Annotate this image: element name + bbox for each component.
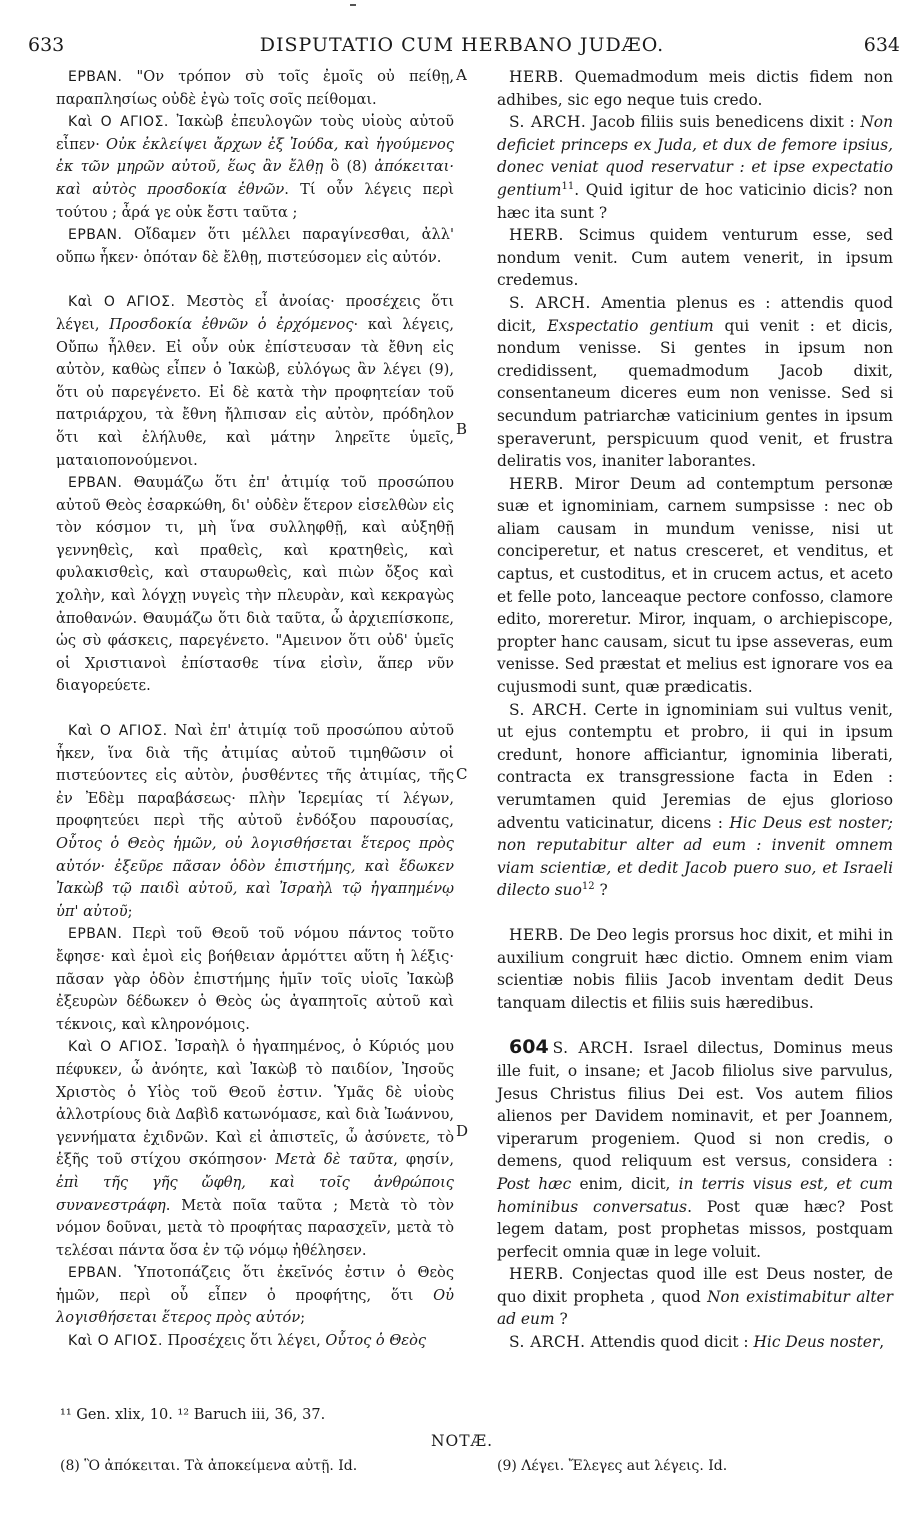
greek-paragraph [56,224,454,269]
latin-text: . Post quæ hæc? Post legem datam, post prophetas missos, postquam perfecit omnia quæ in lege voluit. [497,1197,893,1261]
latin-text: Amentia plenus es : attendis quod dicit, [497,293,893,335]
latin-column [497,66,893,1354]
latin-paragraph [497,1036,893,1263]
greek-paragraph [56,923,454,1036]
greek-text: · καὶ λέγεις, Οὔπω ἦλθεν. Εἰ οὖν οὐκ ἐπίστευσαν τὰ ἔθνη εἰς αὐτὸν, καθὼς εἶπεν ὁ Ἰακὼβ, εὐλόγως ἂν λέγει (9), ὅτι οὐ παρεγένετο. Εἰ δὲ κατὰ τὴν προφητείαν τοῦ πατριάρχου, τὰ ἔθνη ἤλπισαν εἰς αὐτὸν, πρόδηλον ὅτι καὶ ἐλήλυθε, καὶ μάτην ληρεῖτε ὑμεῖς, ματαιοπονούμενοι. [56,315,454,469]
margin-marker-d: D [456,1122,469,1140]
note-9: (9) Λέγει. Ἔλεγες aut λέγεις. Id. [497,1458,728,1474]
latin-text: Scimus quidem venturum esse, sed nondum venit. Cum autem venerit, in ipsum credemus. [497,226,893,290]
spacer [56,698,454,720]
scripture-quote: Hic Deus est noster; non reputabitur alter ad eum : invenit omnem viam scientiæ, et dedit Jacob puero suo, et Israeli dilecto suo [497,813,893,900]
speaker: Καὶ Ο ΑΓΙΟΣ. [68,1333,163,1350]
speaker: Καὶ Ο ΑΓΙΟΣ. [68,1039,168,1056]
page-number-right: 634 [863,34,900,56]
latin-paragraph [497,224,893,292]
footnote-ref: 12 [581,881,595,893]
greek-paragraph [56,720,454,923]
spacer [497,1014,893,1036]
scripture-quote: Οὐκ ἐκλείψει ἄρχων ἐξ Ἰούδα, καὶ ἡγούμενος ἐκ τῶν μηρῶν αὐτοῦ, ἕως ἂν ἔλθῃ [56,135,454,176]
scripture-footnotes: ¹¹ Gen. xlix, 10. ¹² Baruch iii, 36, 37. [60,1407,326,1423]
latin-paragraph [497,1263,893,1331]
margin-marker-a: A [456,66,467,84]
speaker: HERB. [509,1265,564,1284]
latin-paragraph [497,66,893,111]
greek-paragraph [56,1262,454,1330]
speaker: HERB. [509,68,564,86]
latin-paragraph [497,292,893,473]
scripture-quote: Οὐ λογισθήσεται ἕτερος πρὸς αὐτόν [56,1286,454,1327]
speaker: ΕΡΒΑΝ. [68,227,123,244]
latin-text: Attendis quod dicit : [585,1333,754,1352]
greek-text: Μεστὸς εἶ ἀνοίας· προσέχεις ὅτι λέγει, [56,293,454,333]
latin-text: . Quid igitur de hoc vaticinio dicis? non hæc ita sunt ? [497,180,893,222]
greek-text: Ὑποτοπάζεις ὅτι ἐκεῖνός ἐστιν ὁ Θεὸς ἡμῶν, περὶ οὗ εἶπεν ὁ προφήτης, ὅτι [56,1264,454,1304]
greek-text: Οἴδαμεν ὅτι μέλλει παραγίνεσθαι, ἀλλ' οὔπω ἧκεν· ὁπόταν δὲ ἔλθῃ, πιστεύσομεν εἰς αὐτόν. [56,226,454,266]
greek-text: Προσέχεις ὅτι λέγει, [162,1332,326,1350]
latin-text: , [879,1333,885,1352]
latin-paragraph [497,1331,893,1354]
speaker: ΕΡΒΑΝ. [68,475,123,492]
latin-text: Jacob filiis suis benedicens dixit : [586,113,861,132]
greek-text: ; [127,902,133,920]
greek-paragraph [56,291,454,472]
greek-text: Ἰσραὴλ ὁ ἠγαπημένος, ὁ Κύριός μου πέφυκεν, ὦ ἀνόητε, καὶ Ἰακὼβ τὸ παιδίον, Ἰησοῦς Χριστὸς ὁ Υἱὸς τοῦ Θεοῦ ἐστιν. Ὑμᾶς δὲ υἱοὺς ἀλλοτρίους διὰ Δαβὶδ κατωνόμασε, καὶ διὰ Ἰωάννου, γεννήματα ἐχιδνῶν. Καὶ εἰ ἀπιστεῖς, ὦ ἀσύνετε, τὸ ἑξῆς τοῦ στίχου σκόπησον· [56,1038,455,1169]
scripture-quote: ἀπόκειται· καὶ αὐτὸς προσδοκία ἐθνῶν [56,158,454,198]
scripture-quote: Exspectatio gentium [547,316,714,335]
scripture-quote: Hic Deus noster [753,1333,880,1352]
greek-paragraph [56,66,454,111]
speaker: HERB. [509,925,564,944]
scripture-quote: Μετὰ δὲ ταῦτα [275,1151,394,1169]
greek-text: Περὶ τοῦ Θεοῦ τοῦ νόμου πάντος τοῦτο ἔφησε· καὶ ἐμοὶ εἰς βοήθειαν ἁρμόττει αὕτη ἡ λέξις· πᾶσαν γὰρ ὁδὸν ἐπιστήμης ἡμῖν τοῖς υἱοῖς Ἰακὼβ ἐξευρὼν δέδωκεν ὁ Θεὸς ὡς ἀγαπητοῖς αὐτοῦ καὶ τέκνοις, καὶ κληρονόμοις. [56,925,454,1033]
greek-paragraph [56,1330,454,1353]
print-mark [350,4,356,6]
speaker: Καὶ Ο ΑΓΙΟΣ. [68,294,176,311]
speaker: S. ARCH. [509,700,588,719]
latin-text: Miror Deum ad contemptum personæ suæ et ignominiam, carnem sumpsisse : nec ob aliam causam in mundum venisse, nisi ut conciperetur, et natus cresceret, et venditus, et captus, et custoditus, et in crucem actus, et aceto et felle poto, lanceaque pectore confosso, clamore edito, moreretur. Miror, inquam, o archiepiscope, propter hanc causam, sicut tu ipse asseveras, eum venisse. Sed præstat et melius est ignorare vos ea cujusmodi sunt, quæ prædicatis. [497,474,893,697]
note-8: (8) Ὃ ἀπόκειται. Τὰ ἀποκείμενα αὐτῇ. Id. [60,1458,358,1474]
scripture-quote: Non deficiet princeps ex Juda, et dux de femore ipsius, donec veniat quod reservatur : et ipse expectatio gentium [497,113,893,199]
spacer [497,902,893,924]
greek-paragraph [56,111,454,224]
notes-heading: NOTÆ. [430,1432,494,1450]
latin-paragraph [497,473,893,699]
scripture-quote: Προσδοκία ἐθνῶν ὁ ἐρχόμενος [109,315,354,333]
margin-marker-c: C [456,765,468,783]
scripture-quote: in terris visus est, et cum hominibus conversatus [497,1174,894,1216]
margin-markers [452,0,472,1540]
page-title: DISPUTATIO CUM HERBANO JUDÆO. [259,34,665,56]
latin-paragraph [497,924,893,1014]
latin-text: enim, dicit, [571,1174,679,1193]
greek-text: "Ον τρόπον σὺ τοῖς ἐμοῖς οὐ πείθῃ, παραπλησίως οὐδὲ ἐγὼ τοῖς σοῖς πείθομαι. [56,68,454,108]
speaker: S. ARCH. [509,1333,586,1352]
scripture-quote: Non existimabitur alter ad eum [497,1287,893,1329]
speaker: ΕΡΒΑΝ. [68,1265,123,1282]
speaker: HERB. [509,226,564,245]
latin-text: De Deo legis prorsus hoc dixit, et mihi in auxilium congruit hæc dictio. Omnem enim viam scientiæ nobis filiis Jacob inventam dedit Deus tanquam dilectis et filiis suis hæredibus. [497,925,893,1012]
greek-text: . Τί οὖν λέγεις περὶ τούτου ; ἆρά γε οὐκ ἔστι ταῦτα ; [56,180,454,221]
latin-text: Israel dilectus, Dominus meus ille fuit, o insane; et Jacob filiolus sive parvulus, Jesus Christus filius Dei est. Vos autem filios alienos per Davidem nominavit, et per Joannem, viperarum progeniem. Quod si non credis, o demens, quod reliquum est versus, considera : [497,1039,893,1171]
greek-text: , φησίν, [393,1151,455,1169]
speaker: ΕΡΒΑΝ. [68,926,123,943]
latin-text: Quemadmodum meis dictis fidem non adhibes, sic ego neque tuis credo. [497,68,893,109]
page-number-left: 633 [28,34,65,56]
speaker: S. ARCH. [509,293,591,312]
speaker: HERB. [509,474,564,493]
latin-text: ? [554,1310,568,1329]
latin-text: qui venit : et dicis, nondum venisse. Si gentes in ipsum non credidissent, quemadmodum Jacob dixit, consentaneum diceres eum non venisse. Sed si secundum patriarchæ vaticinium gentes in ipsum speraverunt, perspicuum quod venit, et frustra deliratis vos, inaniter laborantes. [497,316,893,471]
latin-text: Conjectas quod ille est Deus noster, de quo dixit propheta , quod [497,1265,893,1306]
latin-text: Certe in ignominiam sui vultus venit, ut ejus contemptu et probro, ii qui in ipsum credunt, honore afficiantur, ignominia liberati, contracta ex transgressione facta in Eden : verumtamen quid Jeremias de ejus glorioso adventu vaticinatur, dicens : [497,700,893,832]
margin-marker-b: B [456,420,468,438]
greek-paragraph [56,1036,454,1262]
speaker: ΕΡΒΑΝ. [68,69,123,85]
greek-text: Ἰακὼβ ἐπευλογῶν τοὺς υἱοὺς αὐτοῦ εἶπεν· [56,113,454,153]
latin-text: ? [594,881,608,900]
footnote-ref: 11 [561,180,575,192]
latin-paragraph [497,111,893,224]
speaker: S. ARCH. [552,1039,634,1058]
greek-text: . Μετὰ ποῖα ταῦτα ; Μετὰ τὸ τὸν νόμον δοῦναι, μετὰ τὸ προφήτας παρασχεῖν, μετὰ τὸ τελέσαι πάντα ὅσα ἐν τῷ νόμῳ ἠθέλησεν. [56,1196,454,1259]
column-number: 604 [509,1036,549,1059]
greek-text: Θαυμάζω ὅτι ἐπ' ἀτιμίᾳ τοῦ προσώπου αὐτοῦ Θεὸς ἐσαρκώθη, δι' οὐδὲν ἕτερον εἰσελθὼν εἰς τὸν κόσμον τι, μὴ ἵνα συλληφθῇ, καὶ αὐξηθῇ γεννηθεὶς, καὶ πραθεὶς, καὶ κρατηθεὶς, καὶ φυλακισθεὶς, καὶ σταυρωθεὶς, καὶ πιὼν ὄξος καὶ χολὴν, καὶ λόγχῃ νυγεὶς τὴν πλευρὰν, καὶ κεκραγὼς ἀποθανών. Θαυμάζω ὅτι διὰ ταῦτα, ὦ ἀρχιεπίσκοπε, ὡς σὺ φάσκεις, παρεγένετο. "Αμεινον ὅτι οὐδ' ὑμεῖς οἱ Χριστιανοὶ ἐπίστασθε τίνα εἰσὶν, ἅπερ νῦν διαγορεύετε. [56,474,454,695]
greek-column [56,66,454,1353]
speaker: S. ARCH. [509,113,587,132]
scripture-quote: Οὗτος ὁ Θεὸς ἡμῶν, οὐ λογισθήσεται ἕτερος πρὸς αὐτόν· ἐξεῦρε πᾶσαν ὁδὸν ἐπιστήμης, καὶ ἔδωκεν Ἰακὼβ τῷ παιδὶ αὐτοῦ, καὶ Ἰσραὴλ τῷ ἠγαπημένῳ ὑπ' αὐτοῦ [56,835,454,920]
latin-paragraph [497,699,893,902]
speaker: Καὶ Ο ΑΓΙΟΣ. [68,114,169,131]
scripture-quote: Post hæc [497,1174,572,1193]
scripture-quote: Οὗτος ὁ Θεὸς [325,1332,427,1350]
speaker: Καὶ Ο ΑΓΙΟΣ. [68,723,168,740]
greek-paragraph [56,472,454,698]
greek-text: ὃ (8) [323,158,375,176]
spacer [56,269,454,291]
scripture-quote: ἐπὶ τῆς γῆς ὤφθη, καὶ τοῖς ἀνθρώποις συνανεστράφη [56,1173,454,1214]
greek-text: ; [300,1309,306,1327]
greek-text: Ναὶ ἐπ' ἀτιμίᾳ τοῦ προσώπου αὐτοῦ ἧκεν, ἵνα διὰ τῆς ἀτιμίας αὐτοῦ τιμηθῶσιν οἱ πιστεύοντες εἰς αὐτὸν, ῥυσθέντες τῆς ἀτιμίας, τῆς ἐν Ἐδὲμ παραβάσεως· πλὴν Ἱερεμίας τί λέγων, προφητεύει περὶ τῆς αὐτοῦ ἐνδόξου παρουσίας, [56,722,455,830]
